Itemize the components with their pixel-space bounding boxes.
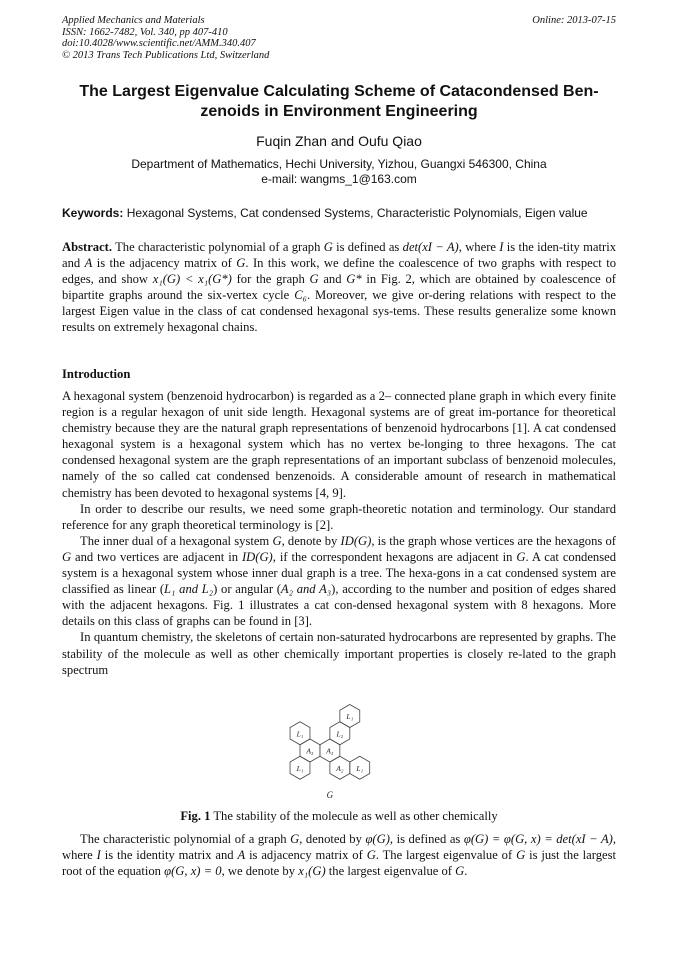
math-expression: ID(G) [340,533,372,548]
math-symbol: A [237,848,246,863]
caption-label: Fig. 1 [180,809,211,823]
math-expression: x₁(G) [298,864,326,879]
title-line-1: The Largest Eigenvalue Calculating Scheme of Catacondensed Ben- [79,83,599,100]
doi-line: doi:10.4028/www.scientific.net/AMM.340.407 [62,38,256,50]
copyright-line: © 2013 Trans Tech Publications Ltd, Switzerland [62,49,270,61]
text: , we denote by [221,864,296,879]
keywords [62,206,616,220]
text: , is the graph whose vertices are the hexagons of [371,533,616,548]
math-symbol: G [309,272,319,287]
text: A hexagonal system (benzenoid hydrocarbon) is regarded as a [62,389,376,403]
abstract-text: . Moreover, we give or-dering relations with respect to the largest Eigen value in the class of cat condensed hexagonal sys-tems. These results generalize some known results on extremely hexagonal chains. [62,288,617,335]
math-symbol: G [516,848,526,863]
hexagon-label: L₁ [356,763,364,773]
math-symbol: G [236,256,246,271]
abstract-text: for the graph [236,272,305,287]
text: , if the correspondent hexagons are adjacent in [272,549,513,564]
email: e-mail: wangms_1@163.com [261,171,417,186]
text: , is defined as [389,832,461,846]
text: is adjacency matrix of [249,848,363,863]
math-symbol: I [96,848,101,863]
text: . [464,864,468,879]
abstract-text: is the iden-tity matrix and [62,240,616,271]
journal-header [62,15,269,61]
math-symbol: G [323,240,333,254]
abstract-text: is defined as [336,240,400,254]
paragraph [62,388,616,501]
text: . A cat condensed system is a hexagonal system whose inner dual graph is a tree. The hexa-gons in a cat condensed system are classified as linear ( [62,549,616,597]
abstract-text: The characteristic polynomial of a graph [115,240,321,254]
math-symbol: G [272,533,282,548]
text: the largest eigenvalue of [328,864,453,879]
section-heading-introduction: Introduction [62,367,131,381]
text: is just the largest root of the equation [62,848,617,879]
abstract-label: Abstract. [62,240,113,254]
final-paragraph [62,831,616,879]
caption-text: The stability of the molecule as well as other chemically [213,809,498,823]
abstract-text: . In this work, we define the coalescence of two graphs with respect to edges, and show [62,256,617,287]
hexagon-label: A₃ [306,746,314,756]
text: The characteristic polynomial of a graph [80,832,287,846]
text: , denoted by [299,832,362,846]
math-symbol: 2 [378,389,385,403]
text: – connected plane graph in which every finite region is a regular hexagon of unit side length. Hexagonal systems are of great im-portance for theoretical chemistry because they are the natural graph representations of benzenoid hydrocarbons [1]. A cat condensed hexagonal system is a hexagonal system which has no vertex be-longing to three hexagons. The cat condensed hexagonal system are the graph representations of an important subclass of benzenoid molecules, namely of the so called cat condensed benzenoids. A considerable amount of research in mathematical chemistry has been devoted to hexagonal systems [4, 9]. [62,389,617,500]
introduction-body [62,388,616,678]
math-symbol: G [62,549,72,564]
math-symbol: G [455,864,465,879]
affiliation-block [62,157,616,186]
text: The inner dual of a hexagonal system [80,533,270,548]
math-expression: det(xI − A) [402,240,459,254]
math-expression: φ(G) = φ(G, x) = det(xI − A) [463,832,613,846]
hexagon-label: A₃ [326,746,334,756]
hexagon-label: L₁ [346,712,354,721]
math-symbol: I [499,240,504,254]
math-expression: x₁(G) < x₁(G*) [152,272,232,287]
text: . The largest eigenvalue of [375,848,513,863]
math-symbol: G* [346,272,362,287]
affiliation: Department of Mathematics, Hechi University, Yizhou, Guangxi 546300, China [131,157,547,171]
figure-caption [62,809,616,824]
math-symbol: G [516,549,526,564]
abstract-text: , where [458,240,496,254]
abstract-text: is the adjacency matrix of [96,256,232,271]
online-date: Online: 2013-07-15 [532,15,616,26]
abstract-text: in Fig. 2, which are obtained by coalescence of bipartite graphs around the six-vertex cycle [62,272,616,303]
math-expression: A₂ and A₃ [280,582,332,597]
text: In order to describe our results, we need some graph-theoretic notation and terminology. Our standard reference for any graph theoretical terminology is [2]. [62,501,616,532]
title-line-2: zenoids in Environment Engineering [200,103,478,120]
math-expression: L₁ and L₂ [164,582,214,597]
math-symbol: G [290,832,300,846]
paper-title [62,82,616,122]
authors: Fuqin Zhan and Oufu Qiao [256,133,422,149]
math-symbol: A [84,256,93,271]
text: , denote by [281,533,338,548]
paragraph [62,629,616,677]
text: ), according to the number and position of edges shared with the adjacent hexagons. Fig. 1 illustrates a cat con-densed hexagonal system with 8 hexagons. More details on this class of graphs can be found in [3]. [62,582,617,629]
math-symbol: G [366,848,376,863]
paragraph [62,533,616,630]
math-expression: φ(G) [365,832,390,846]
math-expression: ID(G) [241,549,273,564]
text: is the identity matrix and [104,848,234,863]
hexagon-label: L₁ [296,763,304,773]
text: and two vertices are adjacent in [75,549,239,564]
abstract [62,239,616,336]
keywords-text: Hexagonal Systems, Cat condensed Systems, Characteristic Polynomials, Eigen value [126,206,588,220]
figure-1 [280,702,400,807]
paragraph [62,501,616,533]
text: In quantum chemistry, the skeletons of certain non-saturated hydrocarbons are represented by graphs. The stability of the molecule as well as other chemically important properties is closely re-lated to the graph spectrum [62,630,616,677]
journal-name: Applied Mechanics and Materials [62,15,205,26]
graph-label: G [326,790,334,800]
hexagonal-system-diagram [280,702,400,802]
hexagon-label: L₁ [296,729,304,739]
math-symbol: C₆ [294,288,307,303]
keywords-label: Keywords: [62,206,124,220]
math-expression: φ(G, x) = 0 [164,864,222,879]
abstract-text: and [323,272,342,287]
hexagon-label: L₂ [336,729,344,739]
text: ) or angular ( [213,582,281,597]
issn-line: ISSN: 1662-7482, Vol. 340, pp 407-410 [62,26,228,38]
hexagon-label: A₂ [336,763,344,773]
text: , where [62,832,617,863]
